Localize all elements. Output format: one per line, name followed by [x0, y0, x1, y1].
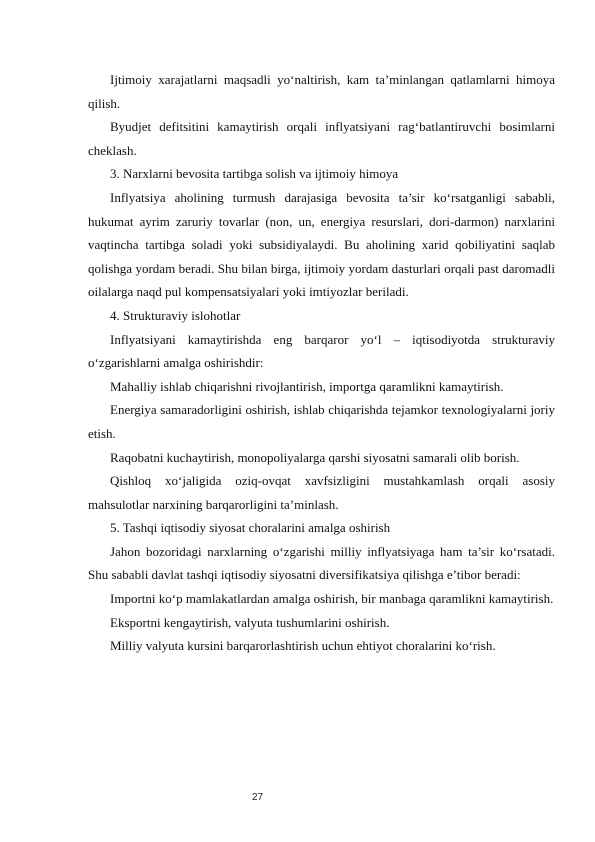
paragraph: Byudjet defitsitini kamaytirish orqali inflyatsiyani rag‘batlantiruvchi bosimlarni cheklash. [88, 119, 555, 158]
paragraph: Ijtimoiy xarajatlarni maqsadli yo‘naltirish, kam ta’minlangan qatlamlarni himoya qilish. [88, 72, 555, 111]
paragraph: Inflyatsiya aholining turmush darajasiga bevosita ta’sir ko‘rsatganligi sababli, hukumat ayrim zaruriy tovarlar (non, un, energiya resurslari, dori-darmon) narxlarini vaqtincha tartibga soladi yoki subsidiyalaydi. Bu aholining xarid qobiliyatini saqlab qolishga yordam beradi. Shu bilan birga, ijtimoiy yordam dasturlari orqali past daromadli oilalarga naqd pul kompensatsiyalari yoki imtiyozlar beriladi. [88, 189, 555, 300]
list-item: Qishloq xo‘jaligida oziq-ovqat xavfsizligini mustahkamlash orqali asosiy mahsulotlar narxining barqarorligini ta’minlash. [88, 473, 555, 512]
list-item: Eksportni kengaytirish, valyuta tushumlarini oshirish. [110, 614, 390, 630]
section-heading: 3. Narxlarni bevosita tartibga solish va ijtimoiy himoya [110, 166, 399, 182]
paragraph: Jahon bozoridagi narxlarning o‘zgarishi milliy inflyatsiyaga ham ta’sir ko‘rsatadi. Shu sababli davlat tashqi iqtisodiy siyosatni diversifikatsiya qilishga e’tibor beradi: [88, 543, 555, 583]
list-item: Mahalliy ishlab chiqarishni rivojlantirish, importga qaramlikni kamaytirish. [110, 378, 504, 394]
section-heading: 5. Tashqi iqtisodiy siyosat choralarini amalga oshirish [110, 520, 391, 536]
list-item: Energiya samaradorligini oshirish, ishlab chiqarishda tejamkor texnologiyalarni joriy etish. [88, 402, 555, 441]
section-heading: 4. Strukturaviy islohotlar [110, 307, 241, 323]
paragraph: Inflyatsiyani kamaytirishda eng barqaror yo‘l – iqtisodiyotda strukturaviy o‘zgarishlarni amalga oshirishdir: [88, 331, 555, 371]
page-number: 27 [252, 792, 264, 803]
list-item: Raqobatni kuchaytirish, monopoliyalarga qarshi siyosatni samarali olib borish. [110, 449, 520, 465]
document-body [88, 68, 555, 658]
list-item: Milliy valyuta kursini barqarorlashtirish uchun ehtiyot choralarini ko‘rish. [110, 638, 496, 654]
list-item: Importni ko‘p mamlakatlardan amalga oshirish, bir manbaga qaramlikni kamaytirish. [110, 591, 554, 607]
